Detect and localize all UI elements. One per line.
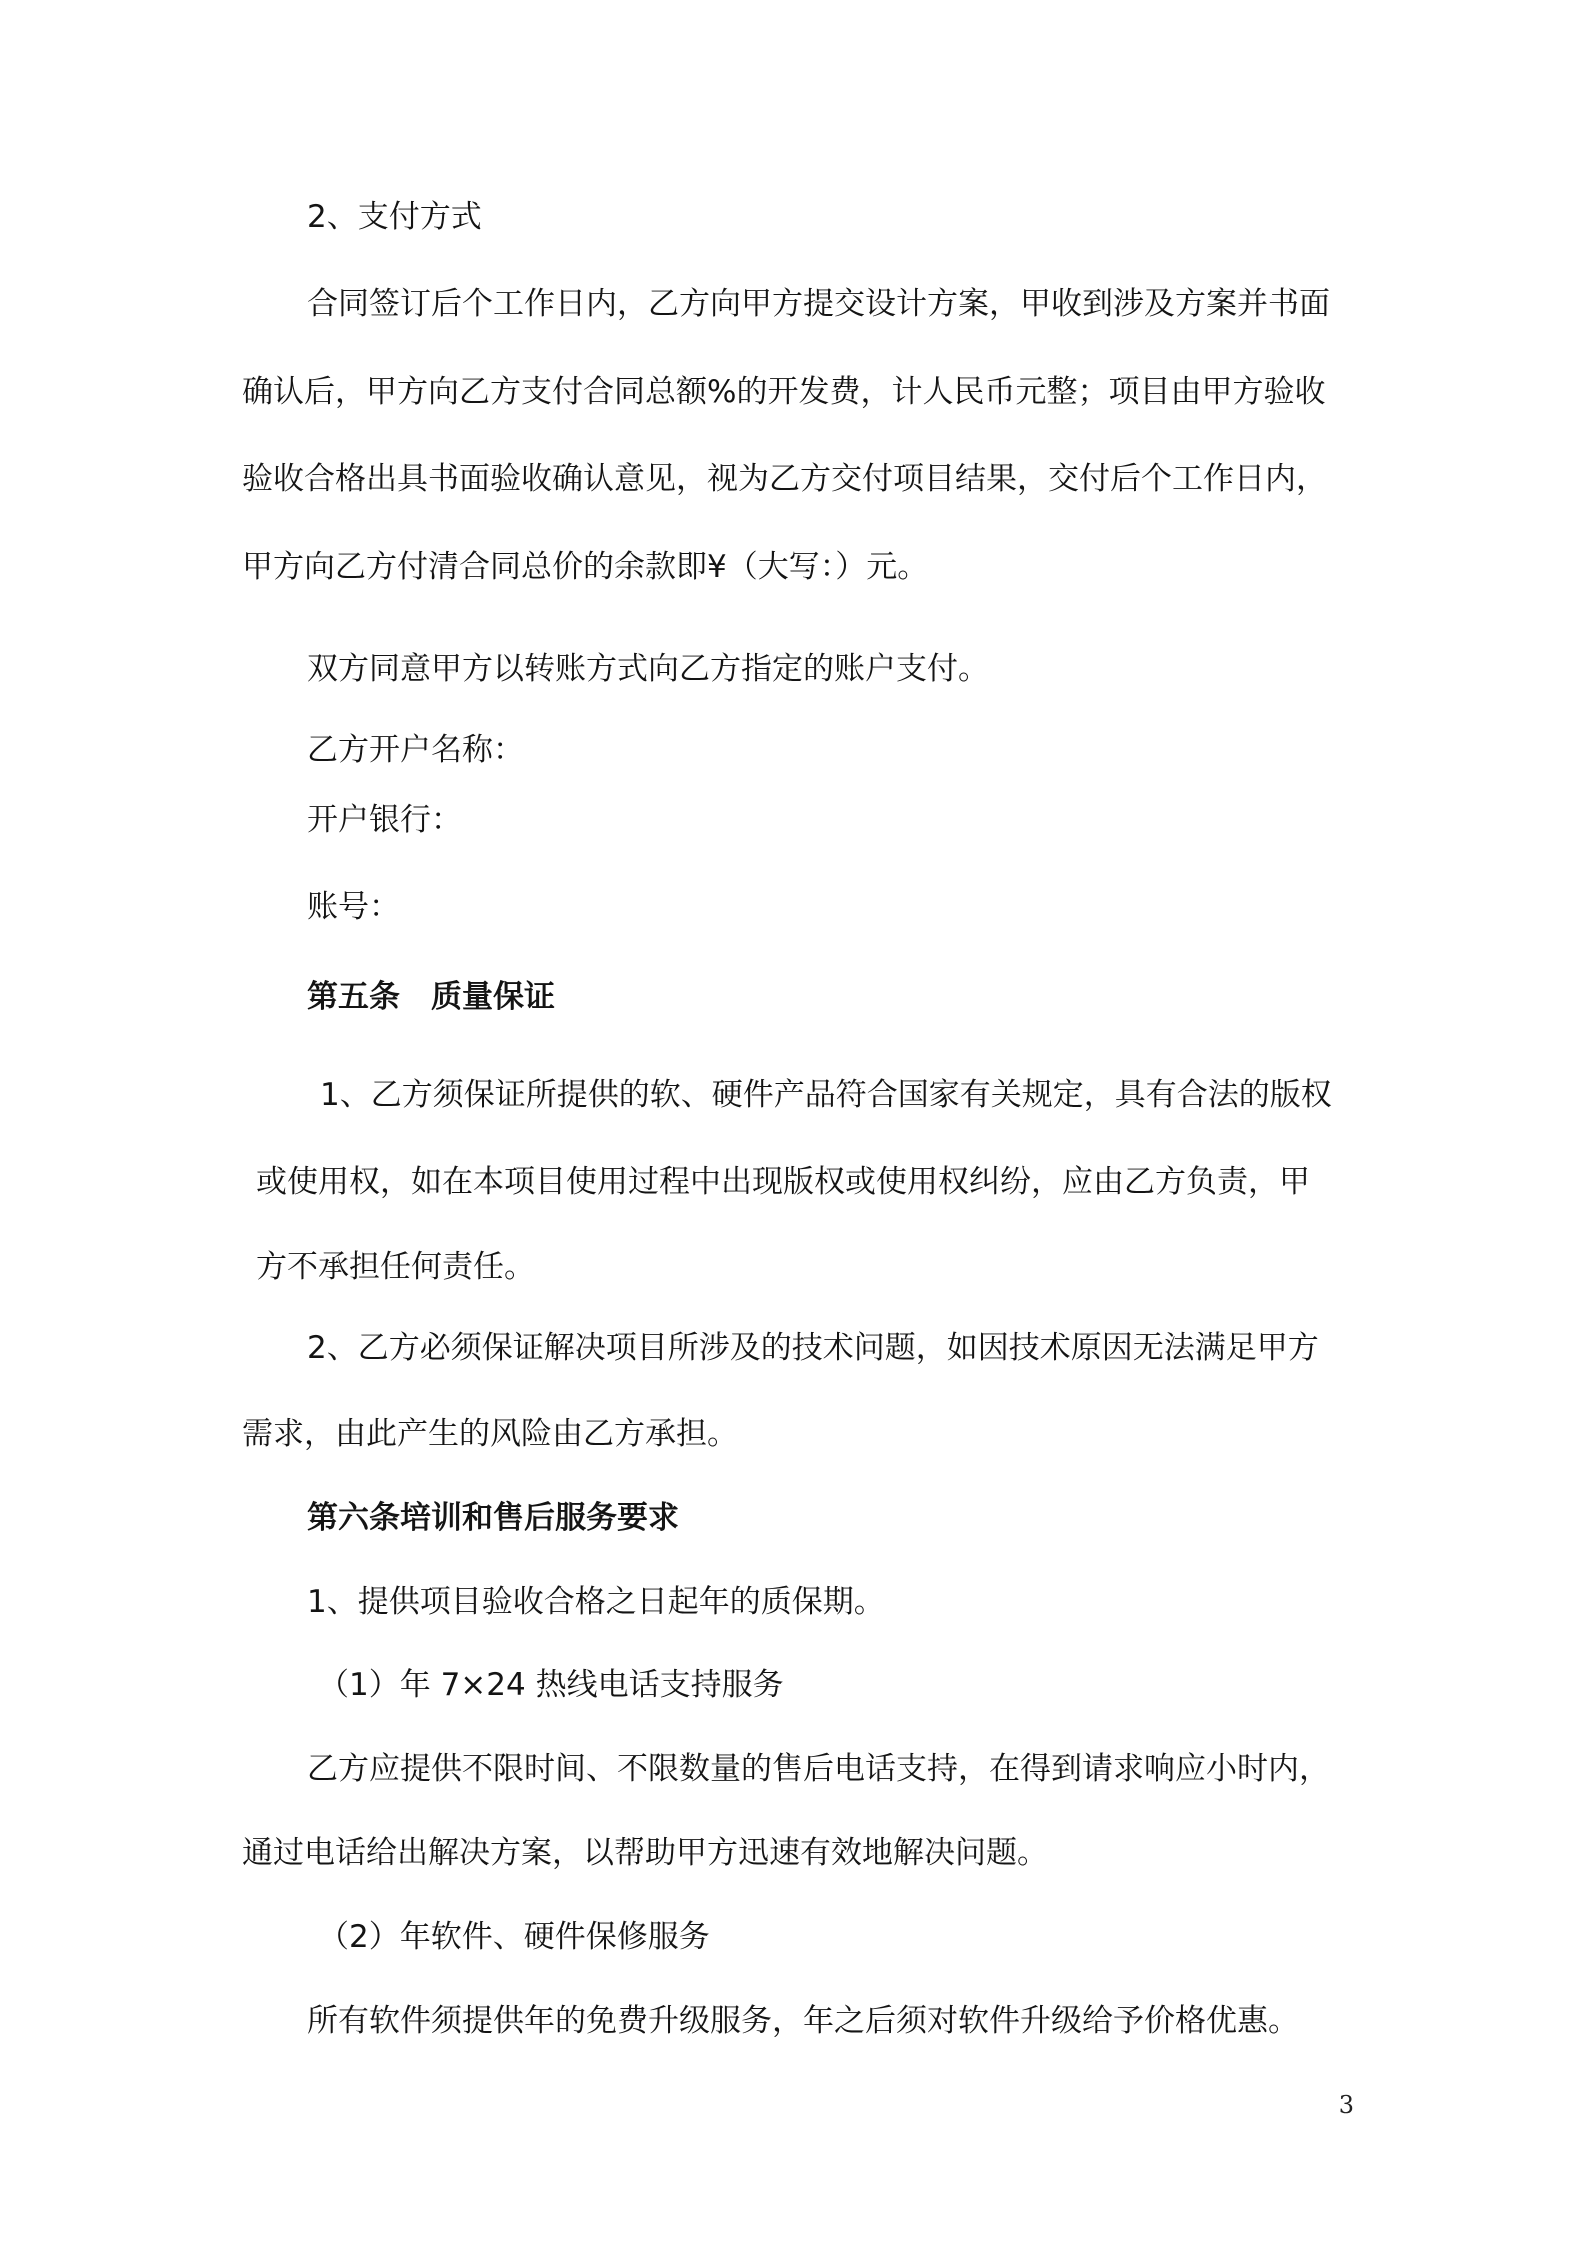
paragraph-line: 合同签订后个工作日内，乙方向甲方提交设计方案，甲收到涉及方案并书面 bbox=[307, 286, 1330, 322]
bank-label: 开户银行： bbox=[307, 802, 462, 838]
paragraph-line: 需求，由此产生的风险由乙方承担。 bbox=[242, 1416, 738, 1452]
paragraph-line: 或使用权，如在本项目使用过程中出现版权或使用权纠纷，应由乙方负责，甲 bbox=[256, 1164, 1310, 1200]
page-number: 3 bbox=[1338, 2091, 1354, 2119]
account-name-label: 乙方开户名称： bbox=[307, 732, 524, 768]
article-five-heading: 第五条 质量保证 bbox=[307, 979, 555, 1015]
paragraph-line: 验收合格出具书面验收确认意见，视为乙方交付项目结果，交付后个工作日内， bbox=[242, 461, 1327, 497]
paragraph-line: 1、提供项目验收合格之日起年的质保期。 bbox=[307, 1584, 885, 1620]
paragraph-line: 2、乙方必须保证解决项目所涉及的技术问题，如因技术原因无法满足甲方 bbox=[307, 1330, 1319, 1366]
paragraph-line: 通过电话给出解决方案，以帮助甲方迅速有效地解决问题。 bbox=[242, 1835, 1048, 1871]
paragraph-line: 所有软件须提供年的免费升级服务，年之后须对软件升级给予价格优惠。 bbox=[307, 2003, 1299, 2039]
paragraph-line: 方不承担任何责任。 bbox=[256, 1249, 535, 1285]
paragraph-line: 乙方应提供不限时间、不限数量的售后电话支持，在得到请求响应小时内， bbox=[307, 1751, 1330, 1787]
article-six-heading: 第六条培训和售后服务要求 bbox=[307, 1500, 679, 1536]
paragraph-line: 1、乙方须保证所提供的软、硬件产品符合国家有关规定，具有合法的版权 bbox=[320, 1077, 1332, 1113]
heading-payment-method: 2、支付方式 bbox=[307, 199, 482, 235]
paragraph-line: 甲方向乙方付清合同总价的余款即¥（大写：）元。 bbox=[242, 549, 929, 585]
account-number-label: 账号： bbox=[307, 889, 400, 925]
subheading-warranty: （2）年软件、硬件保修服务 bbox=[318, 1919, 710, 1955]
subheading-hotline: （1）年 7×24 热线电话支持服务 bbox=[318, 1667, 784, 1703]
paragraph-line: 双方同意甲方以转账方式向乙方指定的账户支付。 bbox=[307, 651, 989, 687]
paragraph-line: 确认后，甲方向乙方支付合同总额%的开发费，计人民币元整；项目由甲方验收 bbox=[242, 374, 1326, 410]
